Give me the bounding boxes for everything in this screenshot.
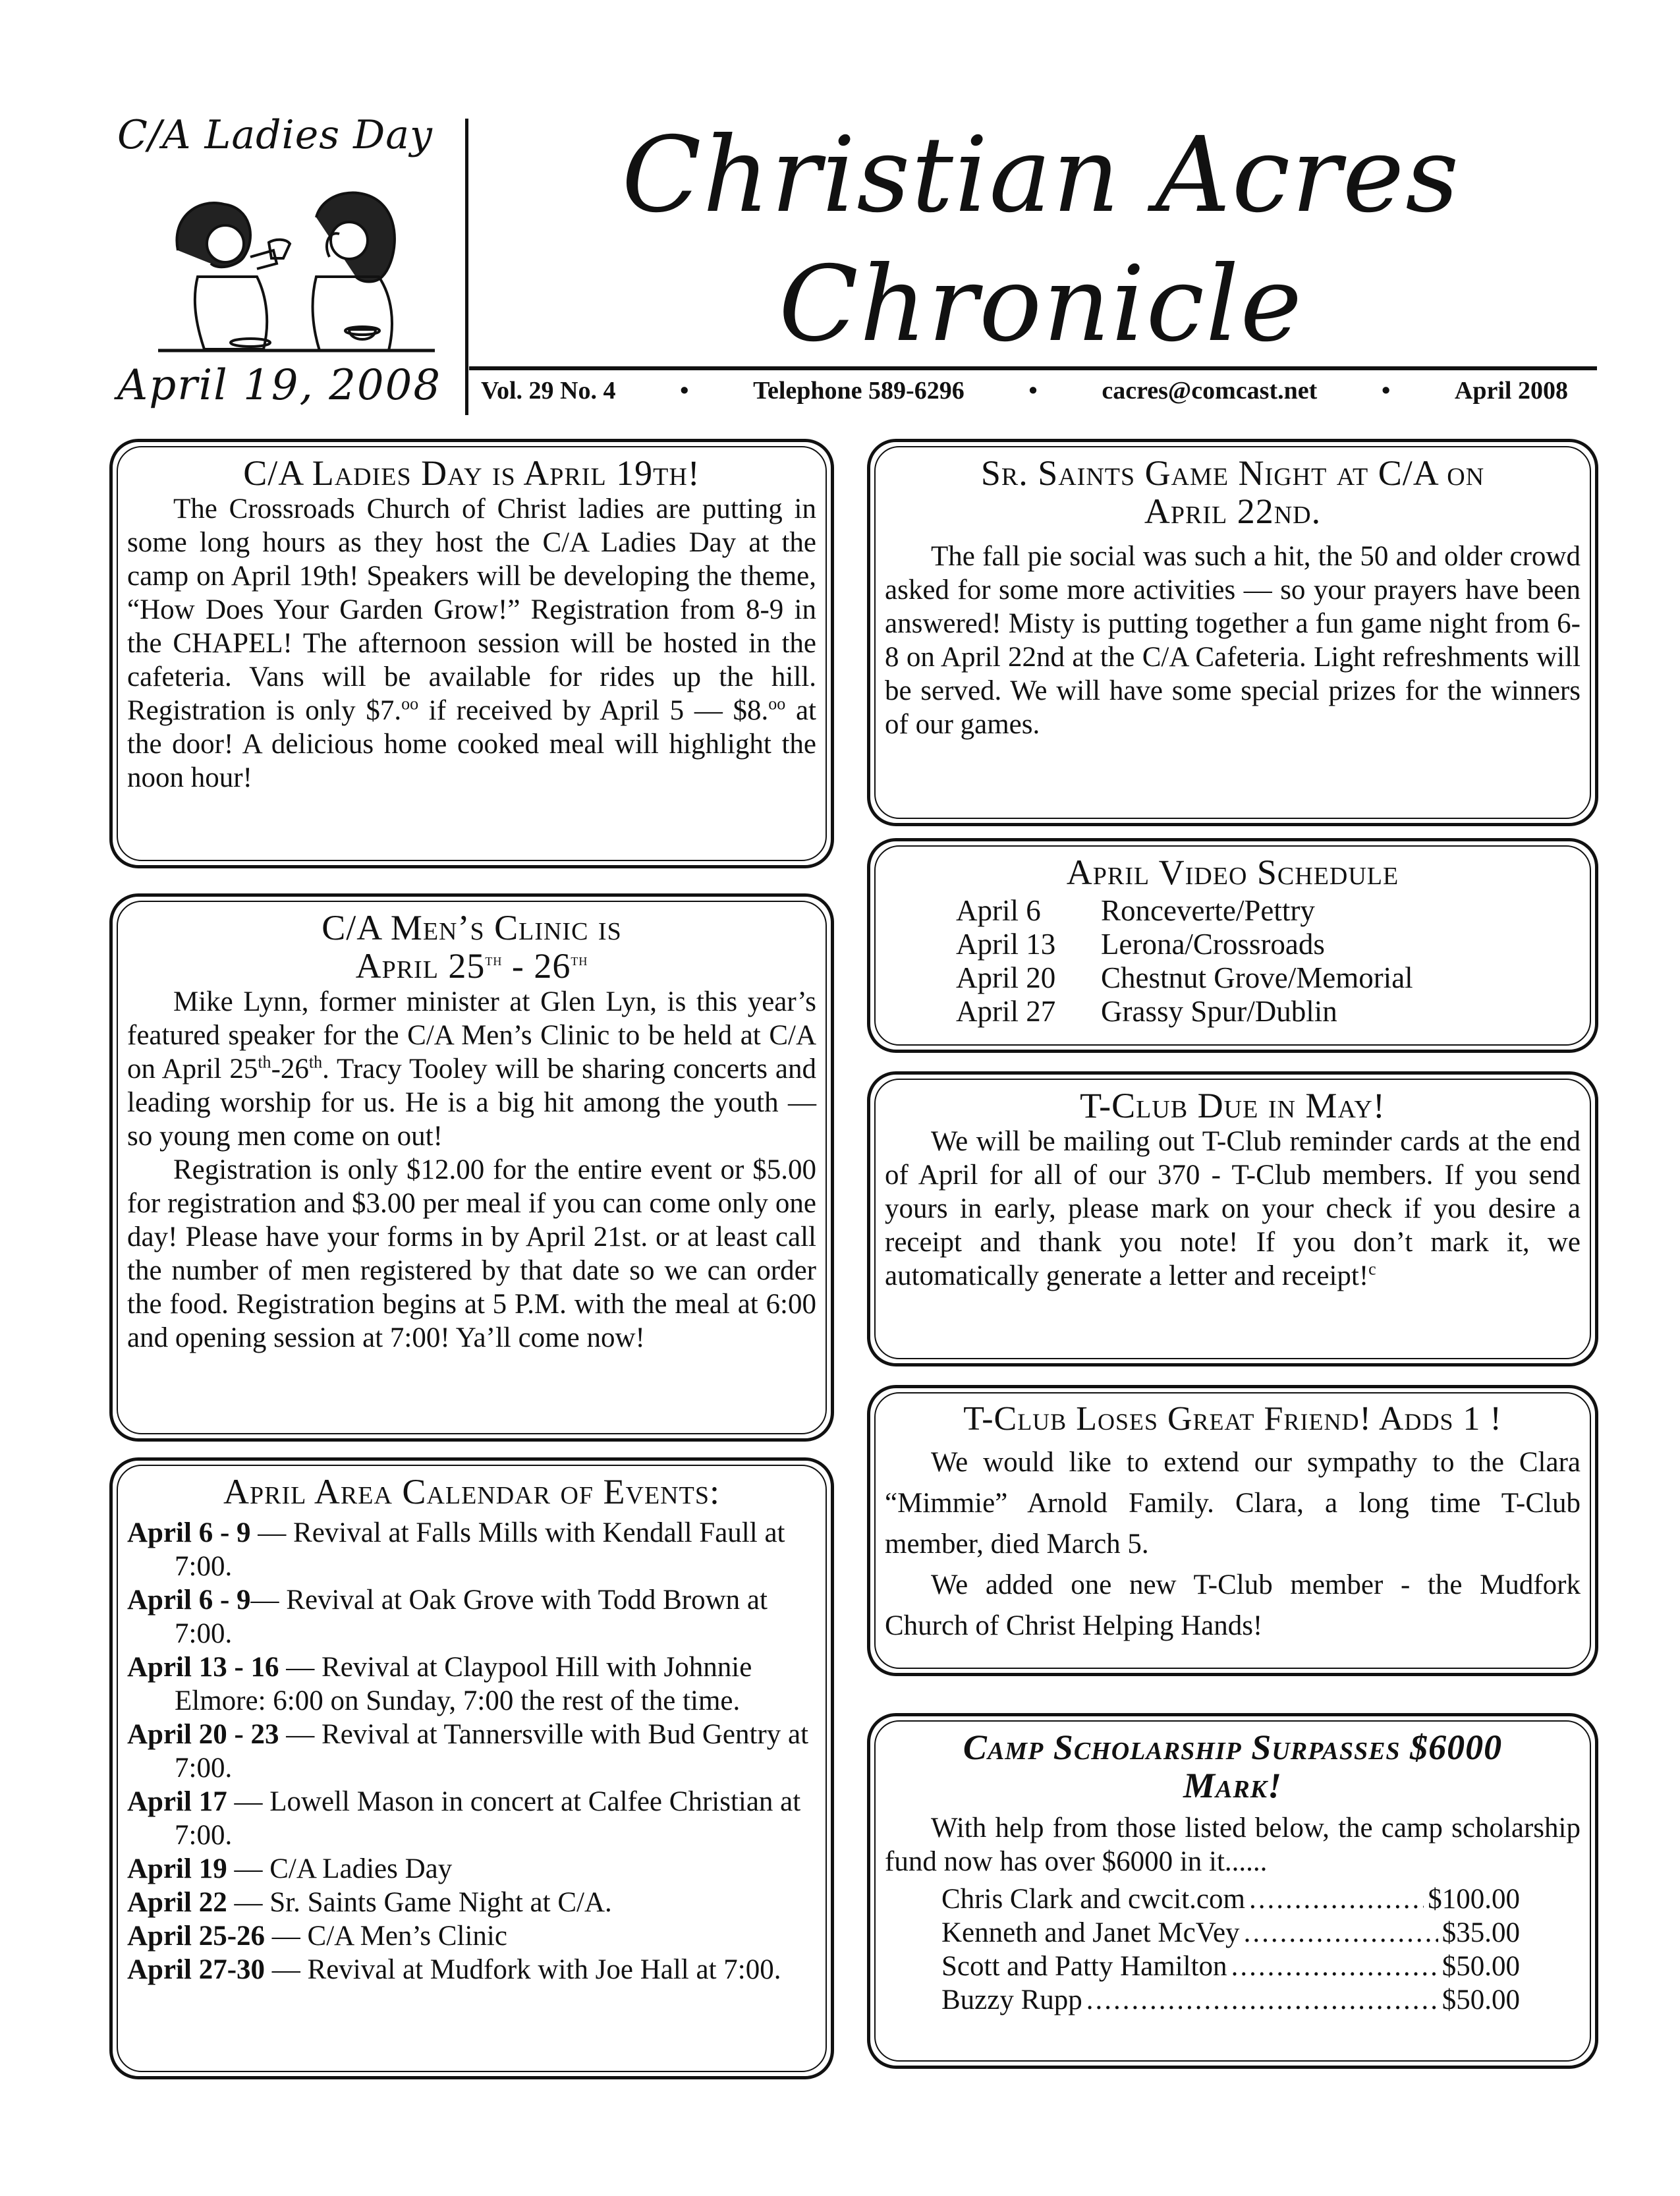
event-date: April 25-26 bbox=[127, 1921, 266, 1952]
event-description: — C/A Ladies Day bbox=[227, 1853, 453, 1884]
event-description: — C/A Men’s Clinic bbox=[265, 1921, 507, 1952]
title-line-1: Christian Acres bbox=[621, 115, 1461, 236]
telephone: Telephone 589-6296 bbox=[753, 377, 965, 405]
schedule-row bbox=[956, 961, 1581, 995]
schedule-date: April 20 bbox=[956, 961, 1056, 994]
article-body: The fall pie social was such a hit, the 50 and older crowd asked for some more activities — so your prayers have been answered! Misty is putting together a fun game night from 6-8 on April 22nd at the C/A Cafeteria. Light refreshments will be served. We will have some special prizes for the winners of our games. bbox=[885, 541, 1581, 740]
event-date: April 19 bbox=[127, 1853, 227, 1884]
issue-date: April 2008 bbox=[1454, 377, 1568, 405]
event-item bbox=[127, 1785, 816, 1852]
article-title: T-Club Due in May! bbox=[1080, 1086, 1386, 1125]
article-title: C/A Ladies Day is April 19th! bbox=[243, 453, 700, 493]
donor-list bbox=[941, 1882, 1520, 2017]
event-description: — Revival at Oak Grove with Todd Brown at 7:00. bbox=[175, 1585, 768, 1649]
article-body-2: Registration is only $12.00 for the entire event or $5.00 for registration and $3.00 per meal if you can come only one day! Please have your forms in by April 21st. or at least call the number of men registered by that date so we can order the food. Registration begins at 5 P.M. with the meal at 6:00 and opening session at 7:00! Ya’ll come now! bbox=[127, 1154, 816, 1353]
calendar-of-events bbox=[109, 1457, 834, 2079]
game-night-article bbox=[867, 439, 1598, 826]
donor-amount: $50.00 bbox=[1442, 1951, 1520, 1982]
dot-leader bbox=[1249, 1882, 1424, 1916]
article-body: We will be mailing out T-Club reminder cards at the end of April for all of our 370 - T-Club members. If you send yours in early, please mark on your check if you desire a receipt and thank you note! If you don’t mark it, we automatically generate a letter and receipt!$^c$ bbox=[885, 1126, 1581, 1291]
donor-name: Buzzy Rupp bbox=[941, 1985, 1082, 2015]
donor-name: Kenneth and Janet McVey bbox=[941, 1917, 1240, 1948]
event-description: — Revival at Tannersville with Bud Gentry at 7:00. bbox=[175, 1719, 809, 1784]
schedule-date: April 6 bbox=[956, 894, 1041, 927]
event-list bbox=[127, 1516, 816, 1986]
video-schedule bbox=[867, 838, 1598, 1053]
event-item bbox=[127, 1516, 816, 1583]
ladies-day-label: C/A Ladies Day bbox=[117, 112, 433, 158]
article-title: Sr. Saints Game Night at C/A on April 22nd. bbox=[980, 453, 1485, 531]
donor-name: Chris Clark and cwcit.com bbox=[941, 1884, 1245, 1915]
donor-name: Scott and Patty Hamilton bbox=[941, 1951, 1227, 1982]
masthead-info-bar bbox=[481, 374, 1568, 407]
event-item bbox=[127, 1650, 816, 1718]
scholarship-article bbox=[867, 1713, 1598, 2069]
event-description: — Revival at Falls Mills with Kendall Faull at 7:00. bbox=[175, 1517, 785, 1582]
event-date: April 22 bbox=[127, 1887, 227, 1918]
schedule-location: Ronceverte/Pettry bbox=[1101, 894, 1315, 927]
article-body: We would like to extend our sympathy to the Clara “Mimmie” Arnold Family. Clara, a long time T-Club member, died March 5. bbox=[885, 1447, 1581, 1560]
event-description: — Lowell Mason in concert at Calfee Christian at 7:00. bbox=[175, 1786, 801, 1851]
bullet-separator: • bbox=[1381, 377, 1391, 405]
schedule-date: April 27 bbox=[956, 995, 1056, 1028]
event-item bbox=[127, 1583, 816, 1650]
schedule-row bbox=[956, 995, 1581, 1028]
article-title: C/A Men’s Clinic is April 25th - 26th bbox=[322, 908, 622, 986]
tclub-loses-article bbox=[867, 1385, 1598, 1676]
event-item bbox=[127, 1718, 816, 1785]
event-date: April 20 - 23 bbox=[127, 1719, 279, 1750]
donor-amount: $100.00 bbox=[1428, 1884, 1520, 1915]
article-body: With help from those listed below, the camp scholarship fund now has over $6000 in it...... bbox=[885, 1813, 1581, 1877]
mens-clinic-article bbox=[109, 893, 834, 1442]
donor-amount: $50.00 bbox=[1442, 1985, 1520, 2015]
tclub-due-article bbox=[867, 1071, 1598, 1366]
article-body-2: We added one new T-Club member - the Mudfork Church of Christ Helping Hands! bbox=[885, 1569, 1581, 1641]
volume-number: Vol. 29 No. 4 bbox=[481, 377, 616, 405]
event-item bbox=[127, 1953, 816, 1986]
schedule-location: Lerona/Crossroads bbox=[1101, 928, 1325, 961]
ladies-day-date: April 19, 2008 bbox=[117, 361, 442, 410]
dot-leader bbox=[1244, 1916, 1438, 1950]
ladies-day-article bbox=[109, 439, 834, 868]
event-item bbox=[127, 1886, 816, 1919]
schedule-date: April 13 bbox=[956, 928, 1056, 961]
event-date: April 6 - 9 bbox=[127, 1585, 251, 1616]
article-title: T-Club Loses Great Friend! Adds 1 ! bbox=[963, 1400, 1502, 1438]
donor-amount: $35.00 bbox=[1442, 1917, 1520, 1948]
event-item bbox=[127, 1919, 816, 1953]
donor-row bbox=[941, 1882, 1520, 1916]
event-date: April 6 - 9 bbox=[127, 1517, 251, 1548]
event-description: — Revival at Mudfork with Joe Hall at 7:00. bbox=[265, 1954, 781, 1985]
newsletter-title bbox=[501, 111, 1581, 369]
schedule-location: Chestnut Grove/Memorial bbox=[1101, 961, 1413, 994]
schedule-row bbox=[956, 928, 1581, 961]
article-title: Camp Scholarship Surpasses $6000 Mark! bbox=[963, 1728, 1503, 1805]
event-item bbox=[127, 1852, 816, 1886]
bullet-separator: • bbox=[680, 377, 689, 405]
title-line-2: Chronicle bbox=[778, 244, 1304, 365]
masthead-divider bbox=[465, 119, 468, 415]
article-title: April Area Calendar of Events: bbox=[223, 1472, 720, 1511]
ladies-tea-illustration bbox=[152, 178, 441, 356]
masthead-rule bbox=[469, 366, 1597, 370]
event-date: April 27-30 bbox=[127, 1954, 266, 1985]
dot-leader bbox=[1086, 1983, 1438, 2017]
donor-row bbox=[941, 1950, 1520, 1983]
email[interactable]: cacres@comcast.net bbox=[1102, 377, 1318, 405]
article-body: Mike Lynn, former minister at Glen Lyn, is this year’s featured speaker for the C/A Men’s Clinic to be held at C/A on April 25th-26th. Tracy Tooley will be sharing concerts and leading worship for us. He is a big hit among the youth — so young men come on out! bbox=[127, 986, 816, 1152]
event-description: — Sr. Saints Game Night at C/A. bbox=[227, 1887, 612, 1918]
donor-row bbox=[941, 1916, 1520, 1950]
article-body: The Crossroads Church of Christ ladies are putting in some long hours as they host the C/A Ladies Day at the camp on April 19th! Speakers will be developing the theme, “How Does Your Garden Grow!” Registration from 8-9 in the CHAPEL! The afternoon session will be hosted in the cafeteria. Vans will be available for rides up the hill. Registration is only $7.$^{oo}$ if received by April 5 — $8.$^{oo}$ at the door! A delicious home cooked meal will highlight the noon hour! bbox=[127, 493, 816, 793]
schedule-row bbox=[956, 894, 1581, 928]
event-date: April 13 - 16 bbox=[127, 1652, 279, 1683]
schedule-table bbox=[956, 894, 1581, 1028]
event-date: April 17 bbox=[127, 1786, 227, 1817]
article-title: April Video Schedule bbox=[1066, 853, 1399, 892]
dot-leader bbox=[1231, 1950, 1438, 1983]
schedule-location: Grassy Spur/Dublin bbox=[1101, 995, 1337, 1028]
event-description: — Revival at Claypool Hill with Johnnie Elmore: 6:00 on Sunday, 7:00 the rest of the time. bbox=[175, 1652, 752, 1716]
bullet-separator: • bbox=[1028, 377, 1038, 405]
donor-row bbox=[941, 1983, 1520, 2017]
